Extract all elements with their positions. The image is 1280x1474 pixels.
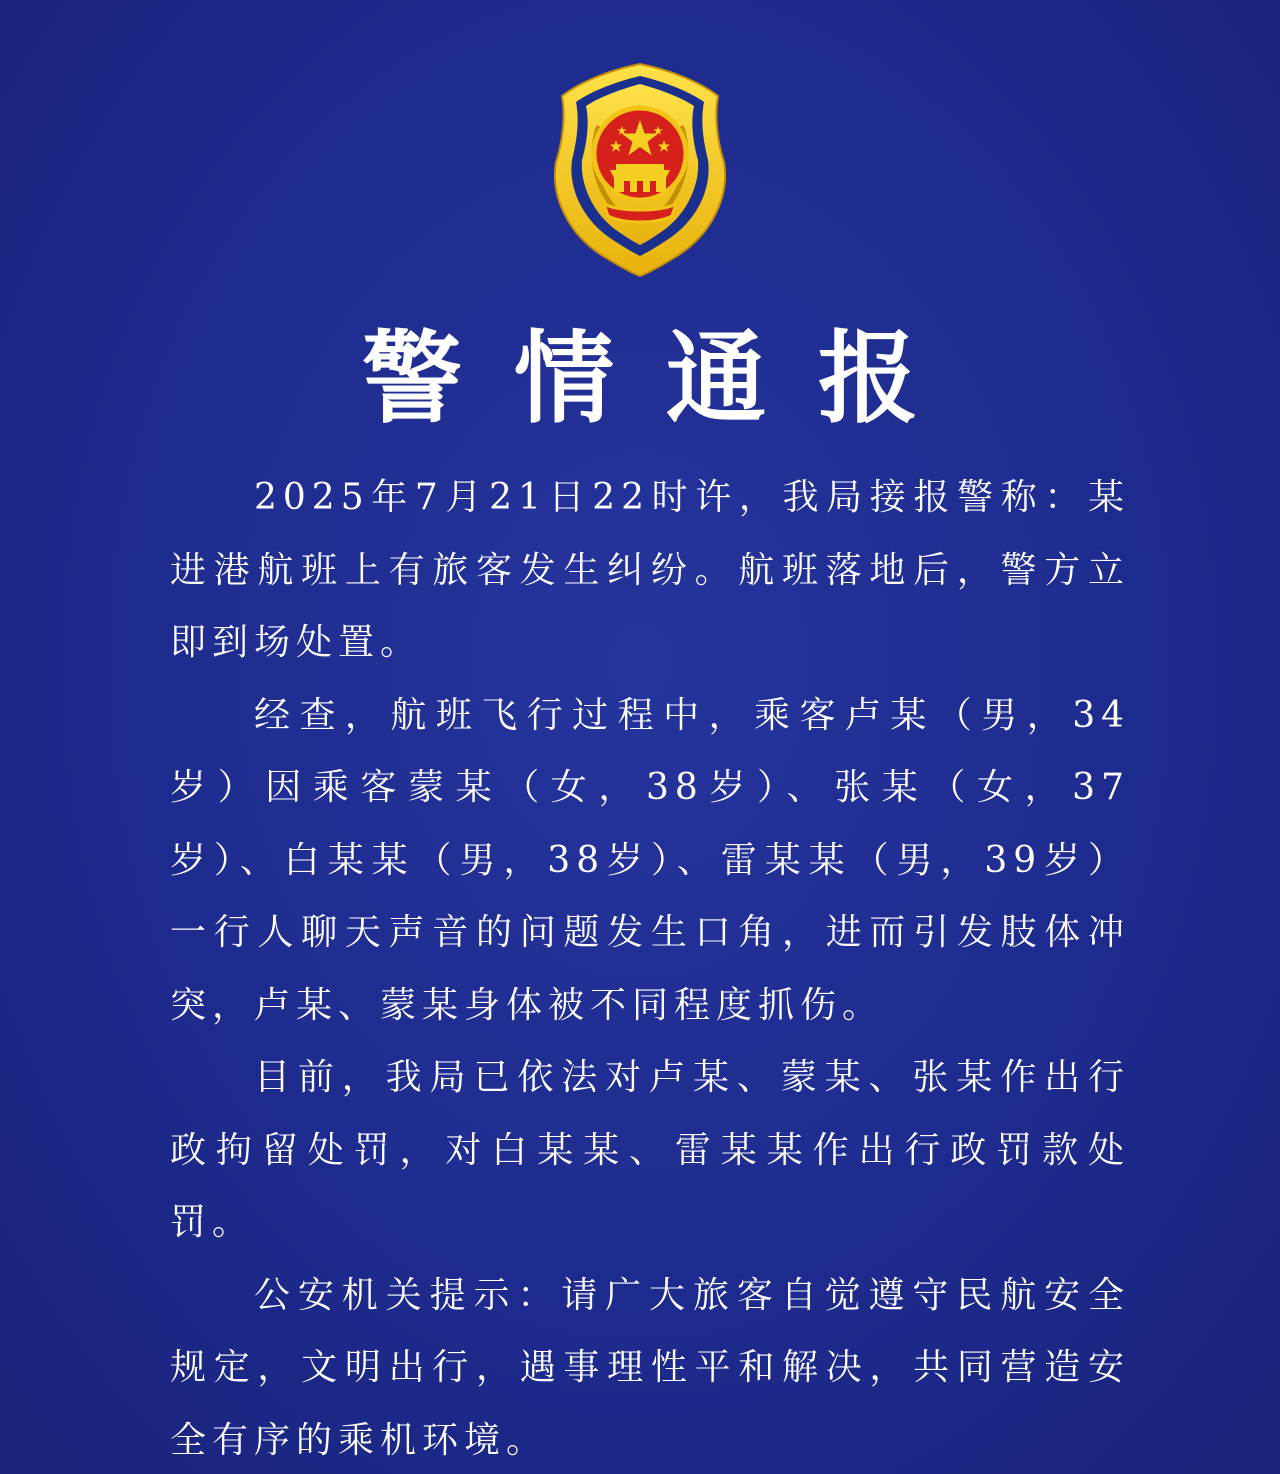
paragraph-punishment: 目前，我局已依法对卢某、蒙某、张某作出行政拘留处罚，对白某某、雷某某作出行政罚款处罚。 [170, 1057, 1130, 1243]
paragraph-incident: 2025年7月21日22时许，我局接报警称：某进港航班上有旅客发生纠纷。航班落地后，警方立即到场处置。 [170, 477, 1130, 663]
notice-title: 警情通报 [362, 319, 970, 437]
paragraph-reminder: 公安机关提示：请广大旅客自觉遵守民航安全规定，文明出行，遇事理性平和解决，共同营造安全有序的乘机环境。 [170, 1274, 1130, 1461]
notice-body [170, 462, 1130, 1474]
paragraph-investigation: 经查，航班飞行过程中，乘客卢某（男，34岁）因乘客蒙某（女，38岁）、张某（女，37岁）、白某某（男，38岁）、雷某某（男，39岁）一行人聊天声音的问题发生口角，进而引发肢体冲突，卢某、蒙某身体被不同程度抓伤。 [170, 694, 1130, 1026]
police-emblem-icon [540, 58, 740, 280]
